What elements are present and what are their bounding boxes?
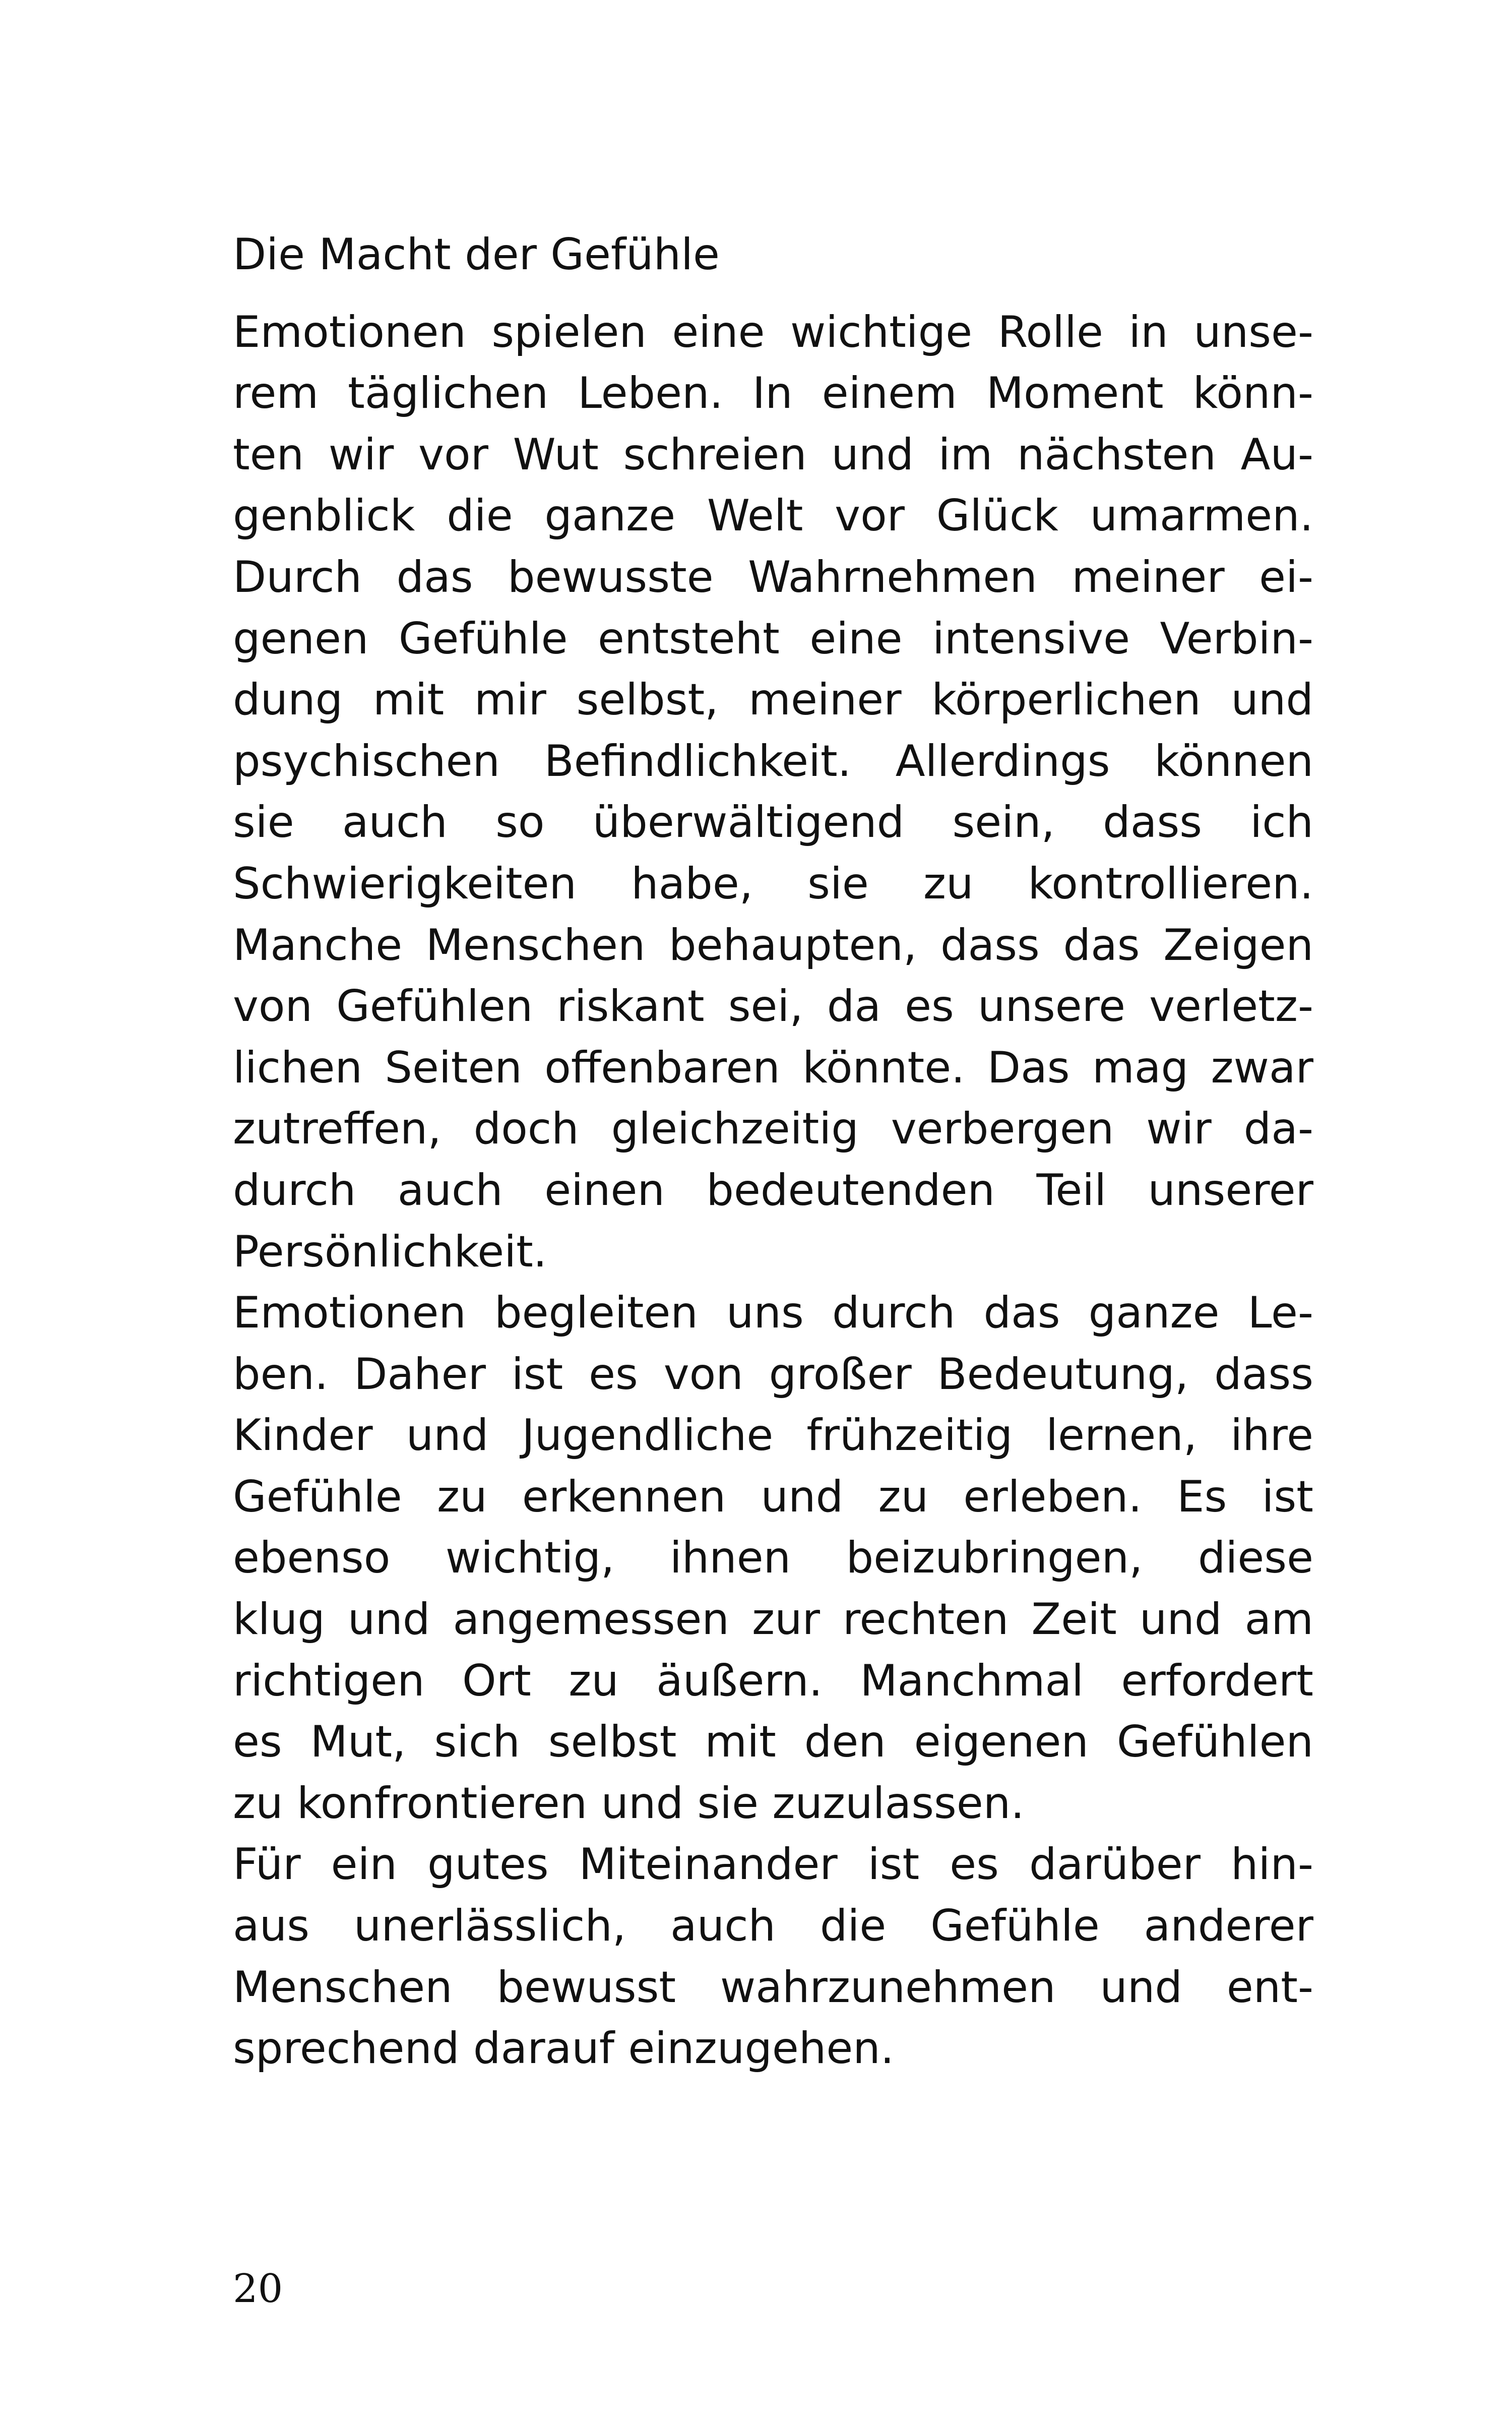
- paragraph-2: [233, 1283, 1313, 1834]
- paragraph-1: [233, 302, 1313, 1283]
- text-line: sprechend darauf einzugehen.: [233, 2023, 895, 2074]
- text-line: ben. Daher ist es von großer Bedeutung, dass: [233, 1349, 1313, 1400]
- text-line: Gefühle zu erkennen und zu erleben. Es ist: [233, 1471, 1313, 1522]
- chapter-title: Die Macht der Gefühle: [233, 229, 720, 280]
- text-line: Kinder und Jugendliche frühzeitig lernen, ihre: [233, 1410, 1313, 1461]
- text-line: Durch das bewusste Wahrnehmen meiner ei-: [233, 552, 1313, 602]
- text-line: Emotionen spielen eine wichtige Rolle in unse-: [233, 307, 1313, 357]
- text-line: psychischen Befindlichkeit. Allerdings können: [233, 736, 1313, 786]
- text-line: dung mit mir selbst, meiner körperlichen und: [233, 675, 1313, 725]
- text-line: Persönlichkeit.: [233, 1226, 547, 1277]
- text-line: zu konfrontieren und sie zuzulassen.: [233, 1778, 1025, 1829]
- text-line: klug und angemessen zur rechten Zeit und am: [233, 1594, 1313, 1645]
- text-line: rem täglichen Leben. In einem Moment könn-: [233, 368, 1313, 419]
- text-line: von Gefühlen riskant sei, da es unsere verletz-: [233, 981, 1313, 1032]
- text-line: ten wir vor Wut schreien und im nächsten Au-: [233, 429, 1313, 480]
- text-line: es Mut, sich selbst mit den eigenen Gefühlen: [233, 1717, 1313, 1768]
- text-line: lichen Seiten offenbaren könnte. Das mag zwar: [233, 1042, 1313, 1093]
- page-number: 20: [233, 2266, 283, 2312]
- text-line: durch auch einen bedeutenden Teil unserer: [233, 1165, 1313, 1216]
- text-line: Emotionen begleiten uns durch das ganze Le-: [233, 1288, 1313, 1339]
- text-line: aus unerlässlich, auch die Gefühle anderer: [233, 1901, 1313, 1952]
- text-line: Menschen bewusst wahrzunehmen und ent-: [233, 1962, 1313, 2013]
- text-line: Für ein gutes Miteinander ist es darüber hin-: [233, 1839, 1313, 1890]
- text-line: genen Gefühle entsteht eine intensive Verbin-: [233, 613, 1313, 664]
- text-line: Manche Menschen behaupten, dass das Zeigen: [233, 920, 1313, 971]
- text-line: ebenso wichtig, ihnen beizubringen, diese: [233, 1533, 1313, 1584]
- page-content: [233, 224, 1313, 2080]
- text-line: richtigen Ort zu äußern. Manchmal erfordert: [233, 1655, 1313, 1706]
- paragraph-3: [233, 1834, 1313, 2079]
- text-line: zutreffen, doch gleichzeitig verbergen wir da-: [233, 1104, 1313, 1155]
- text-line: sie auch so überwältigend sein, dass ich: [233, 797, 1313, 848]
- text-line: genblick die ganze Welt vor Glück umarmen.: [233, 491, 1313, 541]
- text-line: Schwierigkeiten habe, sie zu kontrollieren.: [233, 858, 1313, 909]
